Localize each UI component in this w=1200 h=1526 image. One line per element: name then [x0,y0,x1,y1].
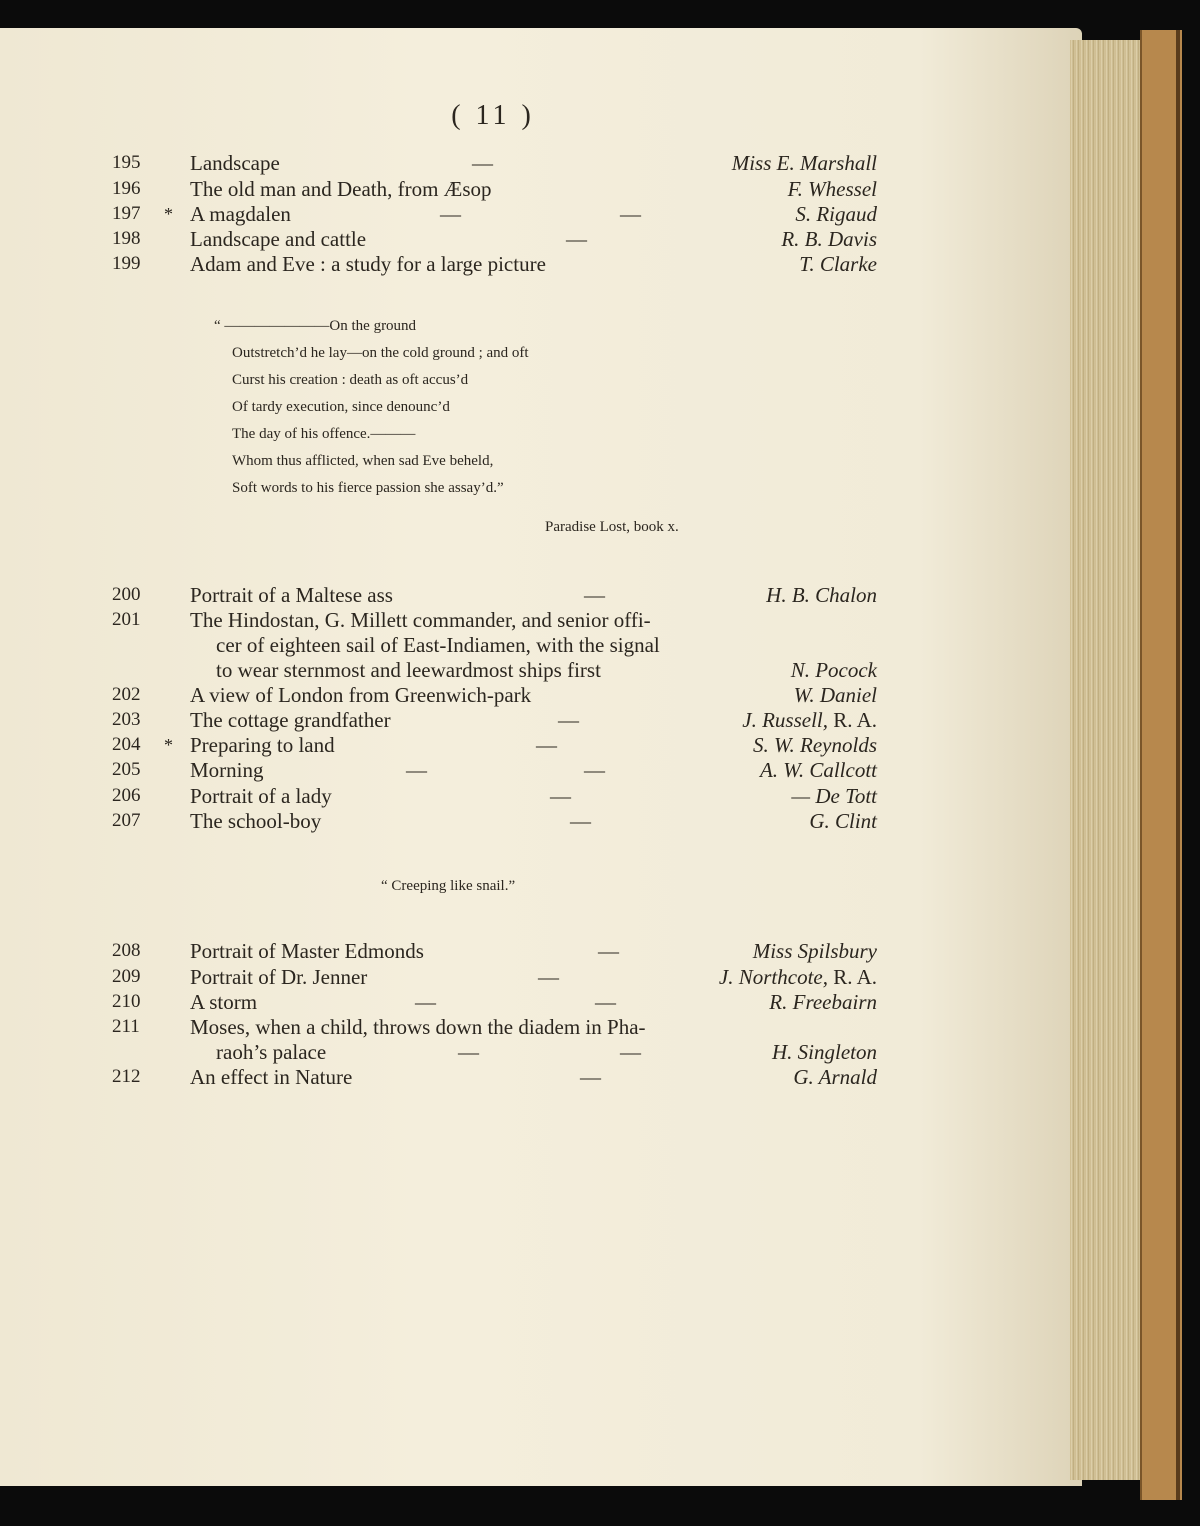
artist-name: J. Northcote, [718,965,828,989]
catalogue-entry [0,757,1082,783]
catalogue-entry [0,938,1082,964]
entry-number: 209 [112,966,141,987]
entry-artist: T. Clarke [799,252,877,276]
entry-artist: H. Singleton [772,1040,877,1064]
entry-dash: — [598,939,619,963]
entry-number: 195 [112,152,141,173]
entry-title: Adam and Eve : a study for a large picture [190,252,546,276]
catalogue-entry [0,1014,1082,1040]
entry-artist: — De Tott [791,784,877,808]
catalogue-entry [0,707,1082,733]
entry-dash: — [458,1040,479,1064]
entry-title: The school-boy [190,809,322,833]
entry-dash: — [406,758,427,782]
catalogue-entry [0,964,1082,990]
catalogue-entry [0,251,1082,277]
entry-title: A view of London from Greenwich-park [190,683,532,707]
catalogue-entry [0,150,1082,176]
entry-number: 202 [112,684,141,705]
entry-title: Portrait of Dr. Jenner [190,965,368,989]
entry-artist: R. B. Davis [781,227,877,251]
entry-number: 201 [112,609,141,630]
entry-number: 212 [112,1066,141,1087]
entry-dash: — [550,784,571,808]
entry-title-continuation: cer of eighteen sail of East-Indiamen, with the signal [216,633,660,657]
entry-dash: — [472,151,493,175]
catalogue-entry [0,1039,1082,1065]
entry-asterisk: * [164,735,173,755]
entry-title: Preparing to land [190,733,335,757]
entry-number: 208 [112,940,141,961]
catalogue-entry [0,582,1082,608]
catalogue-entry [0,682,1082,708]
cover-edge [1176,30,1180,1500]
entry-artist [719,964,877,990]
entry-artist: F. Whessel [787,177,877,201]
entry-artist: N. Pocock [790,658,877,682]
entry-dash: — [415,990,436,1014]
entry-title-continuation: to wear sternmost and leewardmost ships first [216,658,601,682]
entry-title: The Hindostan, G. Millett commander, and senior offi- [190,608,651,632]
catalogue-entry [0,783,1082,809]
entry-number: 200 [112,584,141,605]
entry-title-continuation: raoh’s palace [216,1040,327,1064]
catalogue-entry [0,176,1082,202]
page-edges [1070,40,1150,1480]
artist-name: J. Russell, [742,708,828,732]
quote-source: Paradise Lost, book x. [545,519,679,535]
quote-creeping: “ Creeping like snail.” [381,878,516,894]
entry-dash: — [620,202,641,226]
entry-artist: H. B. Chalon [766,583,877,607]
entry-title: Portrait of a Maltese ass [190,583,393,607]
entry-number: 205 [112,759,141,780]
catalogue-entry [0,989,1082,1015]
entry-dash: — [595,990,616,1014]
entry-artist: A. W. Callcott [759,758,877,782]
entry-artist: G. Clint [809,809,877,833]
catalogue-entry [0,657,1082,683]
entry-title: Moses, when a child, throws down the diadem in Pha- [190,1015,646,1039]
entry-title: Landscape [190,151,280,175]
quote-line: Soft words to his fierce passion she assay’d.” [232,480,504,496]
catalogue-entry [0,1064,1082,1090]
quote-line: Outstretch’d he lay—on the cold ground ; and oft [232,345,529,361]
entry-number: 196 [112,178,141,199]
entry-dash: — [584,583,605,607]
catalogue-entry [0,808,1082,834]
entry-dash: — [440,202,461,226]
entry-artist: S. W. Reynolds [752,733,877,757]
entry-title: The old man and Death, from Æsop [190,177,492,201]
catalogue-entry [0,732,1082,758]
quote-line: Whom thus afflicted, when sad Eve beheld, [232,453,494,469]
entry-artist: Miss E. Marshall [731,151,877,175]
quote-line: Of tardy execution, since denounc’d [232,399,450,415]
catalogue-entry [0,226,1082,252]
entry-title: Landscape and cattle [190,227,367,251]
catalogue-entry [0,607,1082,633]
entry-title: A magdalen [190,202,291,226]
entry-dash: — [570,809,591,833]
entry-number: 203 [112,709,141,730]
entry-title: Portrait of Master Edmonds [190,939,424,963]
entry-artist: S. Rigaud [795,202,877,226]
entry-number: 204 [112,734,141,755]
quote-line: Curst his creation : death as oft accus’d [232,372,469,388]
page-number: ( 11 ) [451,100,535,131]
entry-number: 198 [112,228,141,249]
entry-artist: R. Freebairn [769,990,877,1014]
quote-line: The day of his offence.——— [232,426,416,442]
entry-title: Portrait of a lady [190,784,332,808]
entry-title: An effect in Nature [190,1065,353,1089]
entry-number: 210 [112,991,141,1012]
entry-dash: — [584,758,605,782]
entry-title: A storm [190,990,258,1014]
artist-honour: R. A. [833,708,877,732]
entry-artist: Miss Spilsbury [752,939,877,963]
entry-number: 206 [112,785,141,806]
catalogue-entry [0,201,1082,227]
entry-asterisk: * [164,204,173,224]
entry-number: 199 [112,253,141,274]
entry-number: 207 [112,810,141,831]
entry-title: The cottage grandfather [190,708,391,732]
entry-dash: — [566,227,587,251]
entry-artist [742,707,877,733]
entry-artist: G. Arnald [793,1065,877,1089]
entry-dash: — [620,1040,641,1064]
entry-dash: — [538,965,559,989]
artist-honour: R. A. [833,965,877,989]
entry-number: 211 [112,1016,140,1037]
entry-number: 197 [112,203,141,224]
entry-dash: — [580,1065,601,1089]
quote-line: “ ———————On the ground [214,318,417,334]
entry-dash: — [536,733,557,757]
entry-title: Morning [190,758,264,782]
entry-dash: — [558,708,579,732]
entry-artist: W. Daniel [793,683,877,707]
